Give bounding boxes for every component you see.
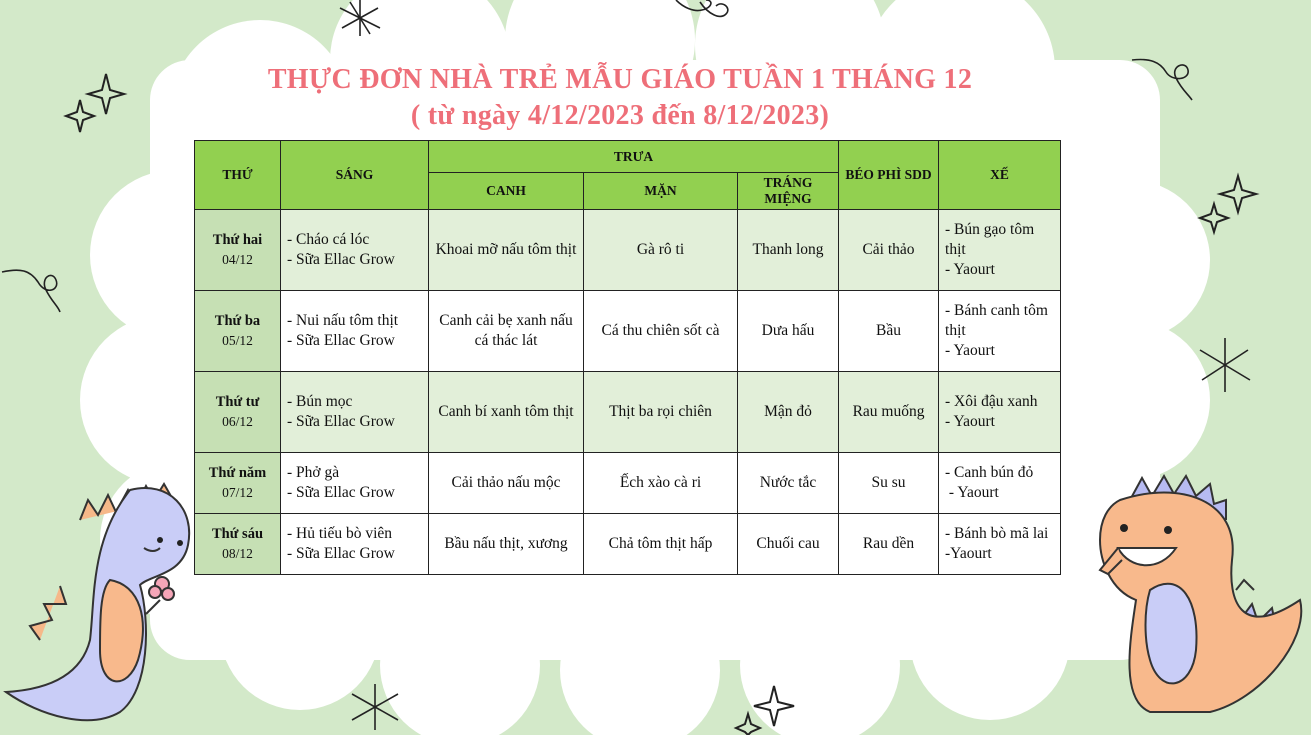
header-thu: THỨ [195,141,281,210]
special-diet-cell: Rau muống [839,372,939,453]
dessert-cell: Thanh long [738,210,839,291]
afternoon-cell: - Xôi đậu xanh - Yaourt [939,372,1061,453]
morning-cell: - Phở gà - Sữa Ellac Grow [281,453,429,514]
afternoon-cell: - Bánh bò mã lai -Yaourt [939,514,1061,575]
header-man: MẶN [584,173,738,210]
day-cell: Thứ tư 06/12 [195,372,281,453]
special-diet-cell: Rau dền [839,514,939,575]
day-cell: Thứ hai 04/12 [195,210,281,291]
morning-cell: - Hủ tiếu bò viên - Sữa Ellac Grow [281,514,429,575]
table-row [195,514,1061,575]
soup-cell: Bầu nấu thịt, xương [429,514,584,575]
afternoon-cell: - Bún gạo tôm thịt - Yaourt [939,210,1061,291]
main-dish-cell: Ếch xào cà ri [584,453,738,514]
dessert-cell: Chuối cau [738,514,839,575]
afternoon-cell: - Canh bún đỏ - Yaourt [939,453,1061,514]
special-diet-cell: Bầu [839,291,939,372]
main-dish-cell: Gà rô ti [584,210,738,291]
header-canh: CANH [429,173,584,210]
afternoon-cell: - Bánh canh tôm thịt - Yaourt [939,291,1061,372]
soup-cell: Khoai mỡ nấu tôm thịt [429,210,584,291]
page-title: THỰC ĐƠN NHÀ TRẺ MẪU GIÁO TUẦN 1 THÁNG 12 [267,64,973,95]
header-trua: TRƯA [429,141,839,173]
morning-cell: - Bún mọc - Sữa Ellac Grow [281,372,429,453]
soup-cell: Canh bí xanh tôm thịt [429,372,584,453]
day-cell: Thứ sáu 08/12 [195,514,281,575]
main-dish-cell: Chả tôm thịt hấp [584,514,738,575]
header-beo-phi: BÉO PHÌ SDD [839,141,939,210]
page-subtitle-date-range: ( từ ngày 4/12/2023 đến 8/12/2023) [410,100,830,131]
dessert-cell: Dưa hấu [738,291,839,372]
main-dish-cell: Cá thu chiên sốt cà [584,291,738,372]
morning-cell: - Nui nấu tôm thịt - Sữa Ellac Grow [281,291,429,372]
dessert-cell: Mận đỏ [738,372,839,453]
special-diet-cell: Su su [839,453,939,514]
table-row [195,453,1061,514]
main-dish-cell: Thịt ba rọi chiên [584,372,738,453]
dessert-cell: Nước tắc [738,453,839,514]
soup-cell: Canh cải bẹ xanh nấu cá thác lát [429,291,584,372]
header-sang: SÁNG [281,141,429,210]
table-row [195,210,1061,291]
table-row [195,291,1061,372]
header-trang-mieng: TRÁNG MIỆNG [738,173,839,210]
special-diet-cell: Cải thảo [839,210,939,291]
day-cell: Thứ năm 07/12 [195,453,281,514]
soup-cell: Cải thảo nấu mộc [429,453,584,514]
morning-cell: - Cháo cá lóc - Sữa Ellac Grow [281,210,429,291]
day-cell: Thứ ba 05/12 [195,291,281,372]
weekly-menu-table [194,140,1061,575]
table-row [195,372,1061,453]
header-xe: XẾ [939,141,1061,210]
